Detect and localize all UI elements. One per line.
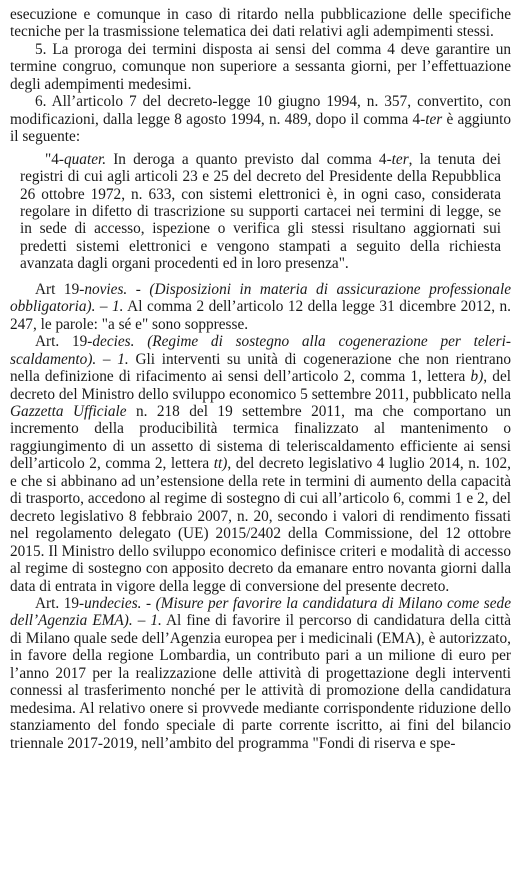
text-run: In deroga a quanto previsto dal comma 4- [106,150,392,168]
text-run [134,333,147,350]
text-run: - [141,594,156,612]
text-run: - [127,280,150,298]
text-run: 5. La proroga dei termini disposta ai sensi del comma 4 deve garantire un termine congruo, comunque non superiore a sessanta giorni, per l’effettuazione degli adempimenti medesimi. [10,40,511,93]
quoted-comma-4-quater [10,151,511,273]
italic-run: ter [425,110,443,128]
italic-run: (Disposizioni in materia di assicurazione professionale obbligatoria). – 1. [10,280,511,316]
article-19-decies [10,333,511,595]
italic-run: decies. [92,333,135,351]
text-run: Art 19- [35,280,85,298]
article-19-undecies [10,595,511,752]
text-run: Gli interventi su unità di cogenerazione che non rientrano nella definizione di rifacimento ai sensi dell’articolo 2, comma 1, lettera [10,350,511,386]
text-run: 6. All’articolo 7 del decreto-legge 10 giugno 1994, n. 357, convertito, con modificazioni, dalla legge 8 agosto 1994, n. 489, dopo il comma 4- [10,93,511,128]
italic-run: quater. [64,150,107,168]
paragraph-comma-5 [10,41,511,93]
italic-run: Gazzetta Ufficiale [10,402,127,420]
text-run: Art. 19- [35,333,93,351]
text-run: n. 218 del 19 settembre 2011, ma che comportano un incremento della producibilità termica finalizzato al mantenimento o raggiungimento di un assetto di sistema di teleriscaldamento efficiente ai sensi dell’articolo 2, comma 2, lettera [10,402,511,473]
article-19-novies [10,281,511,333]
italic-run: ter [391,150,409,168]
italic-run: (Misure per favorire la candidatura di Milano come sede dell’Agenzia EMA). – 1. [10,594,511,630]
text-run: esecuzione e comunque in caso di ritardo nella pubblicazione delle specifiche tecniche per la trasmissione telematica dei dati relativi agli adempimenti stessi. [10,6,511,41]
document-page [10,6,511,752]
text-run: Art. 19- [35,594,85,612]
italic-run: tt) [213,455,228,473]
text-run: Al fine di favorire il percorso di candidatura della città di Milano quale sede dell’Agenzia europea per i medicinali (EMA), è autorizzato, in favore della regione Lombardia, un contributo pari a un milione di euro per l’anno 2017 per la realizzazione delle attività di progettazione degli interventi connessi al trasferimento nonché per le attività di promozione della candidatura medesima. Al relativo onere si provvede mediante corrispondente riduzione dello stanziamento del fondo speciale di parte corrente iscritto, ai fini del bilancio triennale 2017-2019, nell’ambito del programma "Fondi di riserva e spe- [10,612,512,752]
text-run: , del decreto legislativo 4 luglio 2014, n. 102, e che si abbinano ad un’estensione della rete in termini di aumento della capacità di trasporto, accedono al regime di sostegno di cui all’articolo 6, commi 1 e 2, del decreto legislativo 8 febbraio 2007, n. 20, secondo i valori di rendimento fissati nel regolamento delegato (UE) 2015/2402 della Commissione, del 12 ottobre 2015. Il Ministro dello sviluppo economico definisce criteri e modalità di accesso al regime di sostegno con apposito decreto da emanare entro novanta giorni dalla data di entrata in vigore della legge di conversione del presente decreto. [10,455,511,595]
text-run: è aggiunto il seguente: [10,110,511,146]
text-run: Al comma 2 dell’articolo 12 della legge 31 dicembre 2012, n. 247, le parole: "a sé e" sono soppresse. [10,298,511,333]
italic-run: novies. [84,280,128,298]
paragraph-comma-6 [10,93,511,145]
italic-run: b) [470,368,484,386]
italic-run: (Regime di sostegno alla cogenerazione per teleriscaldamento). – 1. [10,333,511,368]
text-run: "4- [45,150,64,168]
paragraph-continuation [10,6,511,41]
text-run: , del decreto del Ministro dello sviluppo economico 5 settembre 2011, pubblicato nella [10,368,511,403]
italic-run: undecies. [84,594,142,612]
text-run: , la tenuta dei registri di cui agli articoli 23 e 25 del decreto del Presidente della Repubblica 26 ottobre 1972, n. 633, con sistemi elettronici è, in ogni caso, considerata regolare in difetto di trascrizione su supporti cartacei nei termini di legge, se in sede di accesso, ispezione o verifica gli stessi risultano aggiornati sui predetti sistemi elettronici e vengono stampati a seguito della richiesta avanzata dagli organi procedenti ed in loro presenza". [20,150,501,273]
